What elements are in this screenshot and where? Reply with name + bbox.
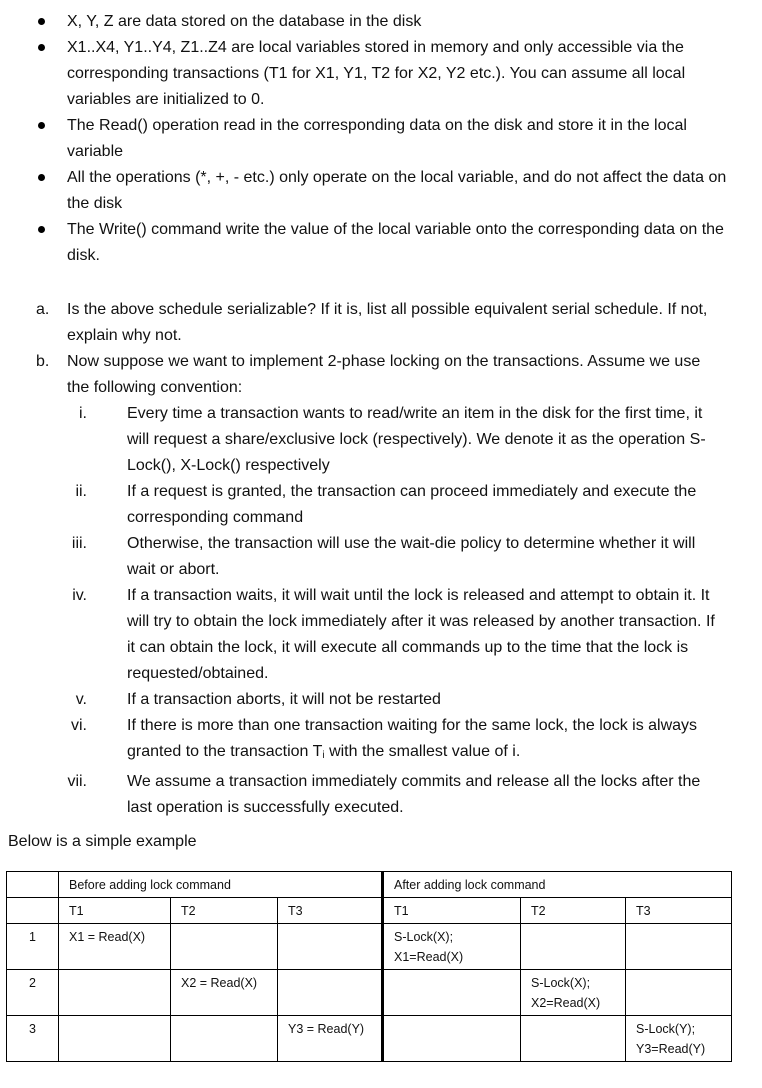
table-row [7,924,732,970]
table-cell [626,1016,732,1062]
schedule-table [6,871,732,1062]
column-header: T3 [626,898,732,924]
sub-item [0,479,727,531]
subscript-i: i [322,750,325,761]
sub-marker: i. [79,405,87,422]
table-cell [521,970,626,1016]
row-index: 2 [7,970,59,1016]
bullet-dot-icon [38,122,45,129]
cell-line: S-Lock(X); [531,976,591,990]
table-group-row [7,872,732,898]
table-cell [171,970,278,1016]
table-cell [171,924,278,970]
table-cell [59,1016,171,1062]
row-index: 1 [7,924,59,970]
table-cell [383,924,521,970]
table-cell [59,924,171,970]
sub-marker: v. [75,691,87,708]
column-header: T2 [171,898,278,924]
bullet-list [0,9,762,269]
sub-item [0,713,727,769]
table-cell [626,924,732,970]
bullet-item [0,9,727,35]
group-header-before: Before adding lock command [59,872,383,898]
table-row [7,1016,732,1062]
sub-item [0,401,727,479]
table-cell [383,1016,521,1062]
sub-marker: ii. [75,483,87,500]
question-marker: a. [36,301,50,318]
sub-marker: vii. [67,773,87,790]
row-index: 3 [7,1016,59,1062]
cell-line: X2 = Read(X) [181,976,258,990]
cell-line: X1=Read(X) [394,950,464,964]
example-label: Below is a simple example [8,833,197,850]
column-header: T1 [383,898,521,924]
bullet-dot-icon [38,18,45,25]
sub-marker: iv. [72,587,87,604]
table-cell [171,1016,278,1062]
table-cell [521,1016,626,1062]
table-corner-cell [7,872,59,898]
sub-text-before: If there is more than one transaction waiting for the same lock, the lock is always granted to the transaction T [127,717,698,760]
table-cell [278,1016,383,1062]
bullet-text: All the operations (*, +, - etc.) only operate on the local variable, and do not affect the data on the disk [67,169,727,212]
bullet-item [0,165,727,217]
sub-text-after: with the smallest value of i. [324,743,521,760]
cell-line: Y3=Read(Y) [636,1042,706,1056]
sub-text: If a transaction waits, it will wait until the lock is released and attempt to obtain it. It will try to obtain the lock immediately after it was released by another transaction. If it can obtain the lock, it will execute all commands up to the time that the lock is requested/obtained. [127,587,715,682]
sub-text: Every time a transaction wants to read/write an item in the disk for the first time, it will request a share/exclusive lock (respectively). We denote it as the operation S-Lock(), X-Lock() respectively [127,405,706,474]
bullet-item [0,35,727,113]
sub-item [0,687,727,713]
table-cell [59,970,171,1016]
table-cell [521,924,626,970]
sub-item [0,583,727,687]
column-header: T1 [59,898,171,924]
bullet-text: X, Y, Z are data stored on the database in the disk [67,13,422,30]
bullet-text: The Write() command write the value of the local variable onto the corresponding data on the disk. [67,221,724,264]
sub-text: We assume a transaction immediately commits and release all the locks after the last operation is successfully executed. [127,773,701,816]
bullet-dot-icon [38,174,45,181]
cell-line: X1 = Read(X) [69,930,146,944]
cell-line: S-Lock(X); [394,930,454,944]
question-list [0,297,762,821]
sub-marker: vi. [71,717,87,734]
sub-item [0,531,727,583]
table-cell [278,924,383,970]
table-row [7,970,732,1016]
sub-item [0,769,727,821]
table-cell [626,970,732,1016]
question-a [0,297,717,349]
column-header: T3 [278,898,383,924]
bullet-item [0,217,727,269]
cell-line: S-Lock(Y); [636,1022,696,1036]
question-text: Now suppose we want to implement 2-phase locking on the transactions. Assume we use the following convention: [67,353,701,396]
sub-text: If a request is granted, the transaction can proceed immediately and execute the corresponding command [127,483,697,526]
table-cell [383,970,521,1016]
bullet-text: X1..X4, Y1..Y4, Z1..Z4 are local variables stored in memory and only accessible via the corresponding transactions (T1 for X1, Y1, T2 for X2, Y2 etc.). You can assume all local variables are initialized to 0. [67,39,686,108]
bullet-dot-icon [38,226,45,233]
question-b [0,349,717,401]
sub-marker: iii. [71,535,87,552]
question-text: Is the above schedule serializable? If it is, list all possible equivalent serial schedule. If not, explain why not. [67,301,708,344]
table-header-blank [7,898,59,924]
bullet-item [0,113,727,165]
cell-line: X2=Read(X) [531,996,601,1010]
sub-text: Otherwise, the transaction will use the wait-die policy to determine whether it will wait or abort. [127,535,696,578]
bullet-dot-icon [38,44,45,51]
sub-text: If a transaction aborts, it will not be restarted [127,691,441,708]
cell-line: Y3 = Read(Y) [288,1022,365,1036]
group-header-after: After adding lock command [383,872,732,898]
table-cell [278,970,383,1016]
question-marker: b. [36,353,50,370]
bullet-text: The Read() operation read in the corresponding data on the disk and store it in the local variable [67,117,687,160]
column-header: T2 [521,898,626,924]
table-header-row [7,898,732,924]
